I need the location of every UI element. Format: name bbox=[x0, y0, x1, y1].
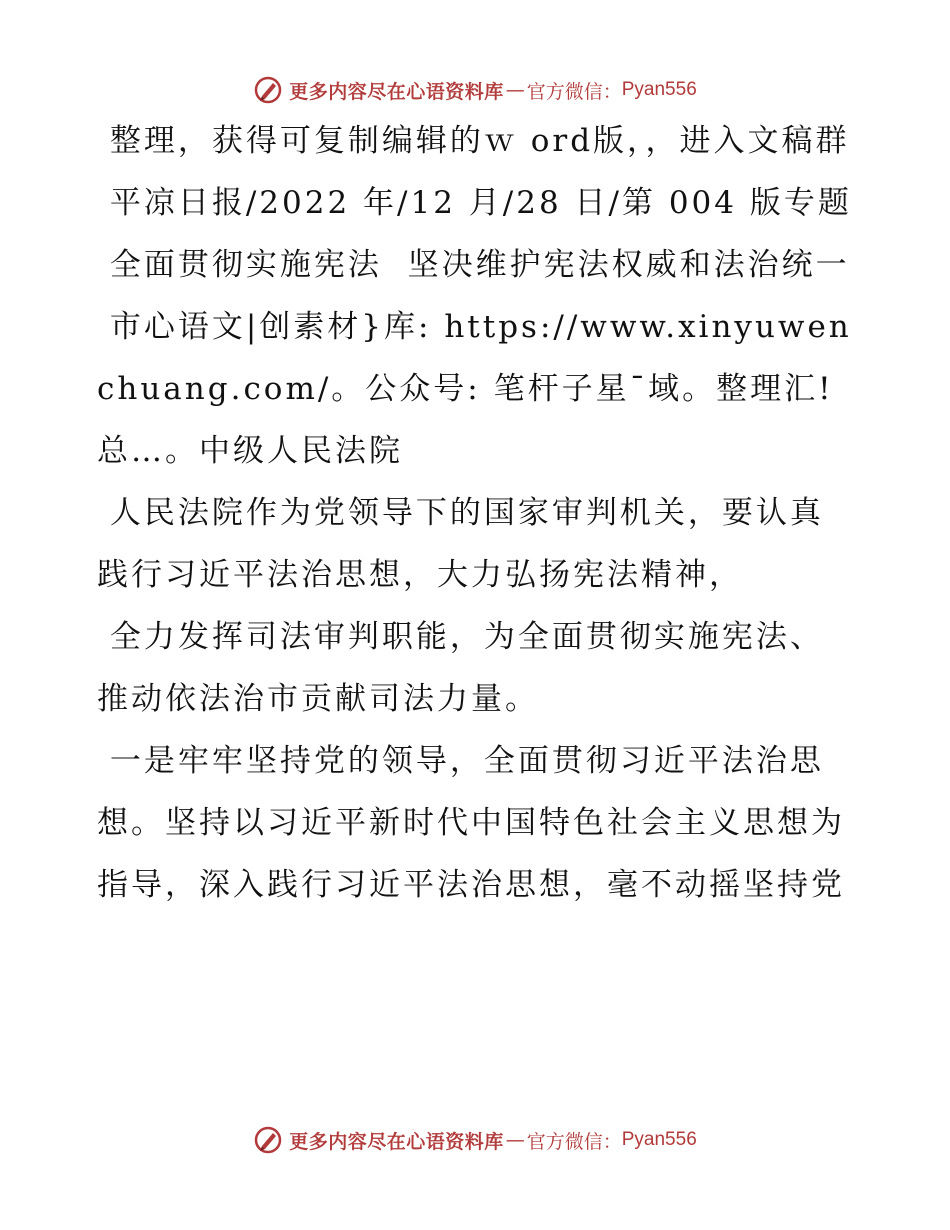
footer-watermark bbox=[0, 1120, 950, 1160]
footer-dash: — bbox=[505, 1129, 525, 1151]
paragraph-source-note: 市心语文|创素材}库: https://www.xinyuwenchuang.com/。公众号: 笔杆子星¯域。整理汇! 总…。中级人民法院 bbox=[97, 309, 852, 469]
header-watermark bbox=[0, 70, 950, 110]
header-dash: — bbox=[505, 79, 525, 101]
header-wechat-account: Pyan556 bbox=[621, 79, 697, 100]
footer-site-name: 更多内容尽在心语资料库 bbox=[289, 1130, 504, 1153]
document-body bbox=[97, 110, 857, 916]
header-site-name: 更多内容尽在心语资料库 bbox=[289, 80, 504, 103]
paragraph-article-title: 全面贯彻实施宪法 坚决维护宪法权威和法治统一 bbox=[97, 247, 850, 283]
pen-logo-icon bbox=[253, 75, 283, 105]
header-wechat-label: 官方微信： bbox=[526, 80, 622, 103]
paragraph-body-2: 全力发挥司法审判职能，为全面贯彻实施宪法、推动依法治市贡献司法力量。 bbox=[97, 619, 824, 717]
paragraph-body-1: 人民法院作为党领导下的国家审判机关，要认真践行习近平法治思想，大力弘扬宪法精神， bbox=[97, 495, 824, 593]
footer-wechat-account: Pyan556 bbox=[621, 1129, 697, 1150]
paragraph-body-3: 一是牢牢坚持党的领导，全面贯彻习近平法治思想。坚持以习近平新时代中国特色社会主义思想为指导，深入践行习近平法治思想，毫不动摇坚持党 bbox=[97, 743, 845, 903]
paragraph-publication-info: 平凉日报/2022 年/12 月/28 日/第 004 版专题 bbox=[97, 185, 852, 221]
footer-wechat-label: 官方微信： bbox=[526, 1130, 622, 1153]
pen-logo-icon bbox=[253, 1125, 283, 1155]
paragraph-intro-note: 整理，获得可复制编辑的ｗ ord版，，进入文稿群 bbox=[97, 123, 850, 159]
